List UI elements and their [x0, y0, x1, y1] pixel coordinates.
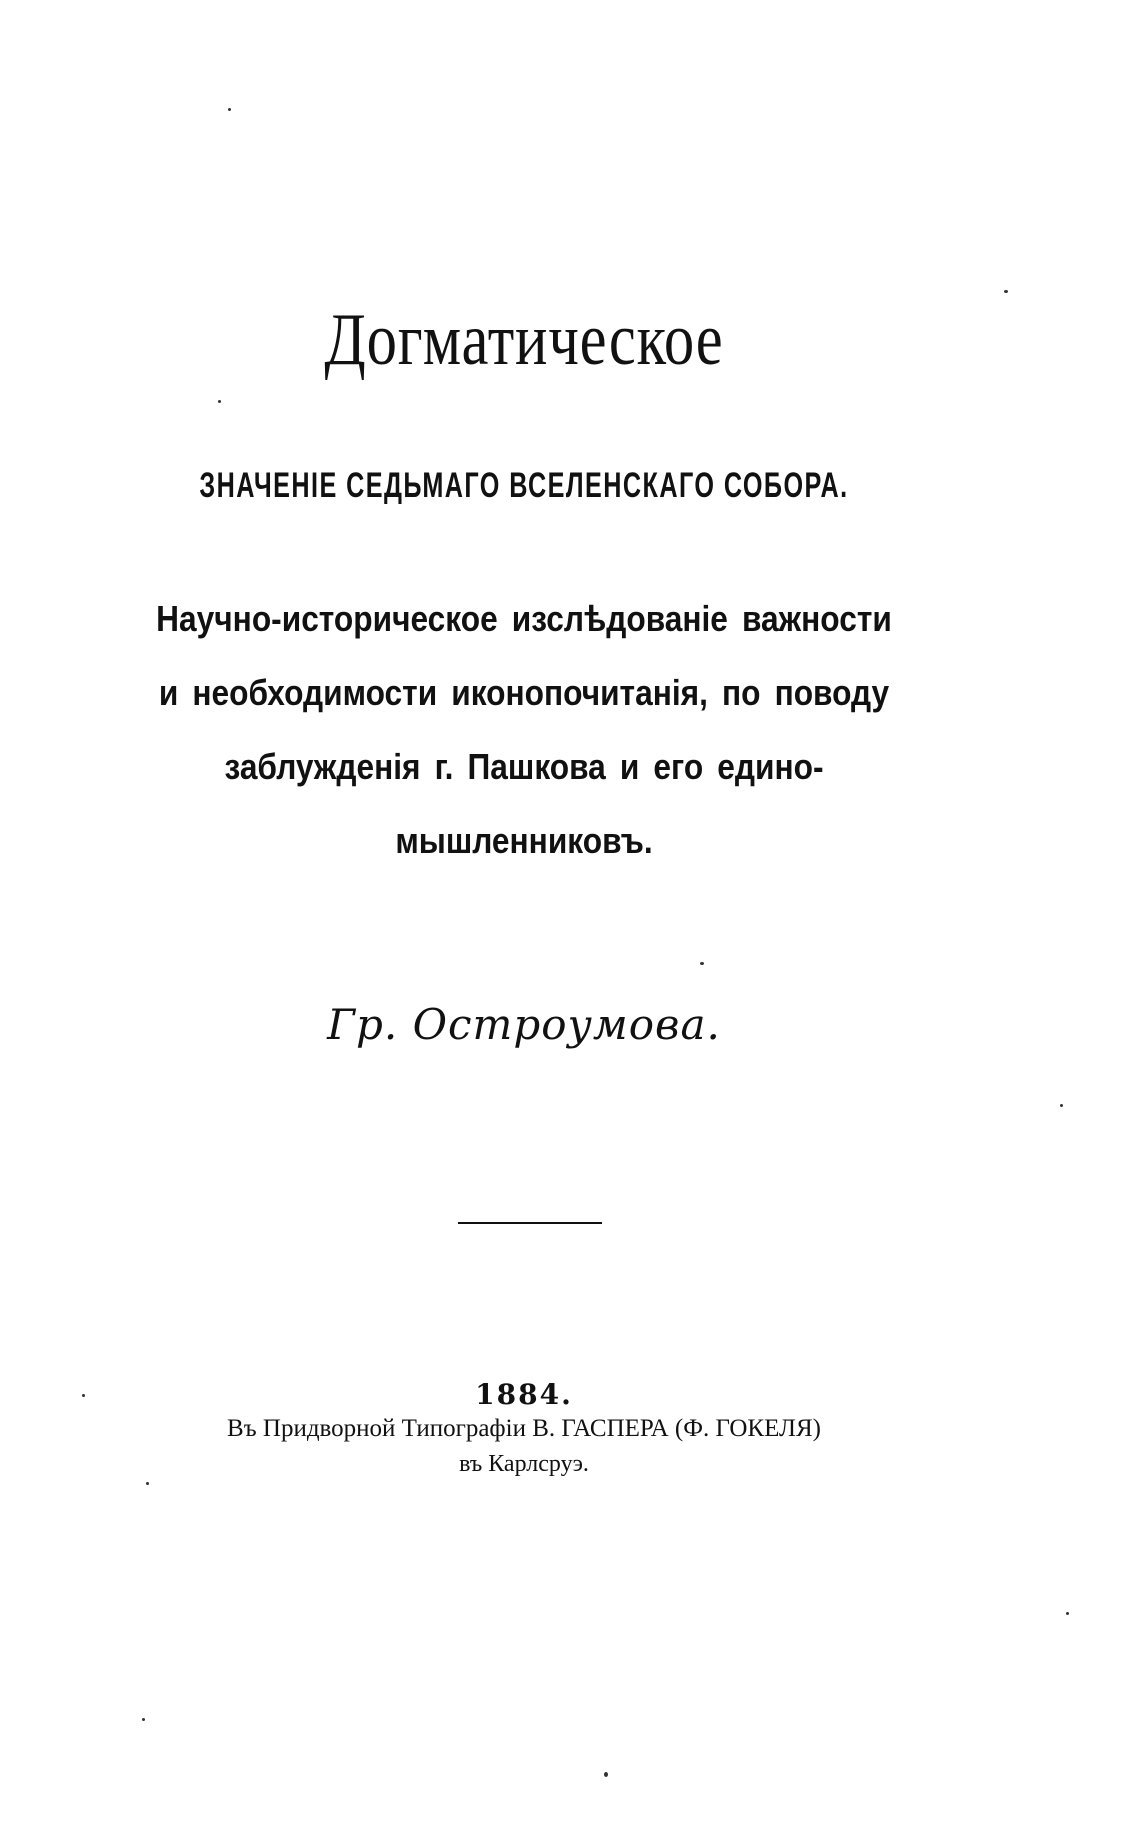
scan-speck — [146, 1482, 149, 1485]
scan-speck — [1004, 290, 1008, 293]
scan-speck — [218, 400, 221, 403]
publication-place: въ Карлсруэ. — [459, 1451, 589, 1477]
publisher-line: Въ Придворной Типографіи В. ГАСПЕРА (Ф. ГОКЕЛЯ) — [227, 1415, 821, 1442]
scan-speck — [228, 108, 231, 111]
publication-year: 1884. — [475, 1378, 573, 1411]
scan-speck — [142, 1718, 145, 1721]
scan-speck — [700, 962, 704, 965]
scan-speck — [604, 1772, 608, 1777]
book-subtitle: ЗНАЧЕНІЕ СЕДЬМАГО ВСЕЛЕНСКАГО СОБОРА. — [199, 466, 849, 505]
book-title: Догматическое — [324, 299, 724, 381]
scan-speck — [82, 1394, 85, 1397]
scan-speck — [1060, 1104, 1063, 1107]
description-line: и необходимости иконопочитанія, по поводу — [158, 672, 890, 713]
description-line: мышленниковъ. — [395, 820, 653, 861]
author-name: Гр. Остроумова. — [327, 1000, 721, 1049]
description-line: Научно-историческое изслѣдованіе важности — [156, 598, 892, 639]
description-line: заблужденія г. Пашкова и его едино- — [224, 746, 824, 787]
scan-speck — [1066, 1612, 1069, 1615]
divider-rule — [458, 1222, 602, 1224]
